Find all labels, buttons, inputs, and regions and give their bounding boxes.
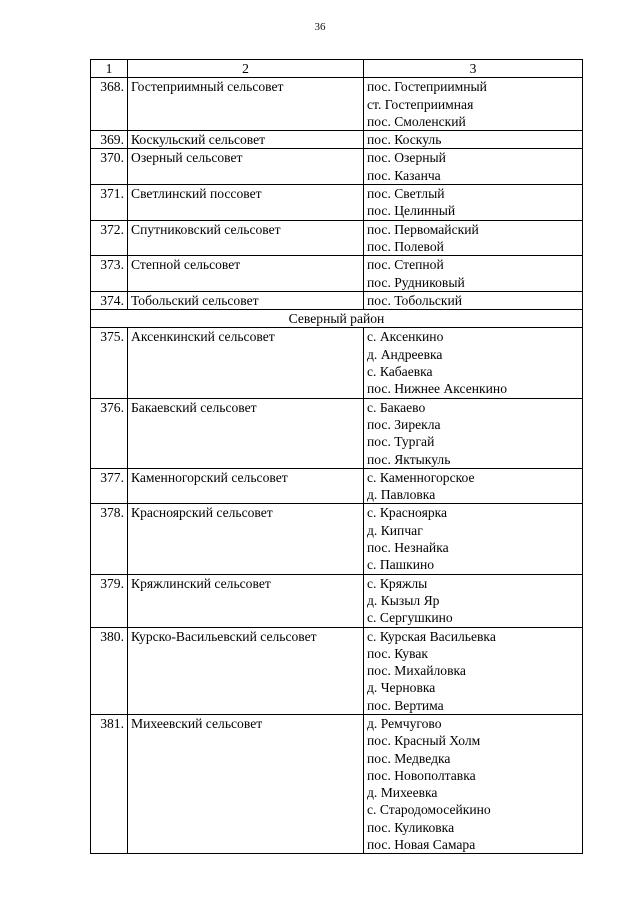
row-number: 374.: [91, 291, 128, 309]
settlements-cell: [364, 504, 583, 574]
municipality-name: Спутниковский сельсовет: [128, 220, 364, 256]
settlement-name: д. Черновка: [367, 680, 436, 696]
table-row: [91, 398, 583, 468]
settlement-name: пос. Медведка: [367, 750, 451, 766]
settlement-name: д. Ремчугово: [367, 715, 442, 731]
table-row: [91, 328, 583, 398]
table-row: [91, 504, 583, 574]
column-header-3: 3: [364, 60, 583, 78]
settlements-cell: [364, 256, 583, 292]
settlement-name: пос. Степной: [367, 257, 444, 273]
settlements-cell: [364, 78, 583, 131]
settlement-name: с. Каменногорское: [367, 469, 475, 485]
municipality-name: Кряжлинский сельсовет: [128, 574, 364, 627]
table-row: [91, 185, 583, 221]
settlements-cell: [364, 220, 583, 256]
row-number: 376.: [91, 398, 128, 468]
row-number: 379.: [91, 574, 128, 627]
table-row: [91, 131, 583, 149]
settlements-cell: [364, 185, 583, 221]
row-number: 368.: [91, 78, 128, 131]
table-row: [91, 78, 583, 131]
settlement-name: д. Павловка: [367, 487, 436, 503]
row-number: 371.: [91, 185, 128, 221]
district-heading: Северный район: [91, 310, 583, 328]
settlement-name: с. Кабаевка: [367, 364, 433, 380]
row-number: 377.: [91, 468, 128, 504]
table-body: [91, 78, 583, 854]
settlement-name: пос. Озерный: [367, 150, 446, 166]
settlement-name: пос. Полевой: [367, 238, 444, 254]
table-row: [91, 468, 583, 504]
table-header: [91, 60, 583, 78]
table-row: [91, 291, 583, 309]
column-header-2: 2: [128, 60, 364, 78]
district-heading-row: [91, 310, 583, 328]
settlement-name: пос. Казанча: [367, 167, 441, 183]
settlement-name: пос. Гостеприимный: [367, 79, 487, 95]
settlement-name: пос. Первомайский: [367, 221, 479, 237]
settlement-name: пос. Новая Самара: [367, 837, 476, 853]
row-number: 369.: [91, 131, 128, 149]
settlements-cell: [364, 627, 583, 714]
settlement-name: ст. Гостеприимная: [367, 96, 474, 112]
settlements-cell: [364, 328, 583, 398]
settlement-name: пос. Рудниковый: [367, 274, 465, 290]
row-number: 372.: [91, 220, 128, 256]
municipality-name: Коскульский сельсовет: [128, 131, 364, 149]
settlements-cell: [364, 149, 583, 185]
settlement-name: с. Стародомосейкино: [367, 802, 491, 818]
settlement-name: пос. Тургай: [367, 434, 435, 450]
settlements-cell: [364, 398, 583, 468]
settlement-name: с. Кряжлы: [367, 575, 428, 591]
municipality-name: Михеевский сельсовет: [128, 714, 364, 853]
municipality-name: Тобольский сельсовет: [128, 291, 364, 309]
municipality-name: Гостеприимный сельсовет: [128, 78, 364, 131]
settlement-name: пос. Коскуль: [367, 132, 442, 148]
municipality-name: Светлинский поссовет: [128, 185, 364, 221]
settlements-cell: [364, 714, 583, 853]
settlements-cell: [364, 131, 583, 149]
settlement-name: пос. Зирекла: [367, 416, 441, 432]
municipality-name: Каменногорский сельсовет: [128, 468, 364, 504]
municipality-name: Степной сельсовет: [128, 256, 364, 292]
settlements-table: [90, 59, 583, 854]
settlements-cell: [364, 468, 583, 504]
settlements-cell: [364, 574, 583, 627]
settlement-name: пос. Михайловка: [367, 663, 466, 679]
settlement-name: д. Михеевка: [367, 785, 438, 801]
settlement-name: пос. Куликовка: [367, 819, 455, 835]
table-row: [91, 627, 583, 714]
settlement-name: д. Андреевка: [367, 346, 443, 362]
settlement-name: пос. Светлый: [367, 186, 445, 202]
settlement-name: пос. Вертима: [367, 697, 444, 713]
settlement-name: с. Красноярка: [367, 505, 448, 521]
row-number: 380.: [91, 627, 128, 714]
column-header-1: 1: [91, 60, 128, 78]
settlement-name: пос. Смоленский: [367, 113, 466, 129]
settlement-name: пос. Нижнее Аксенкино: [367, 381, 508, 397]
settlements-cell: [364, 291, 583, 309]
row-number: 378.: [91, 504, 128, 574]
settlement-name: д. Кипчаг: [367, 522, 423, 538]
settlement-name: с. Курская Васильевка: [367, 628, 496, 644]
table-row: [91, 220, 583, 256]
table-row: [91, 149, 583, 185]
settlement-name: пос. Кувак: [367, 645, 428, 661]
table-row: [91, 714, 583, 853]
municipality-name: Бакаевский сельсовет: [128, 398, 364, 468]
page-number: 36: [314, 21, 326, 33]
municipality-name: Аксенкинский сельсовет: [128, 328, 364, 398]
settlement-name: с. Бакаево: [367, 399, 426, 415]
municipality-name: Курско-Васильевский сельсовет: [128, 627, 364, 714]
settlement-name: с. Аксенкино: [367, 329, 444, 345]
settlement-name: пос. Яктыкуль: [367, 451, 451, 467]
settlement-name: с. Сергушкино: [367, 610, 453, 626]
row-number: 381.: [91, 714, 128, 853]
settlement-name: пос. Красный Холм: [367, 733, 481, 749]
municipality-name: Озерный сельсовет: [128, 149, 364, 185]
settlement-name: пос. Целинный: [367, 203, 456, 219]
settlement-name: д. Кызыл Яр: [367, 592, 440, 608]
settlement-name: пос. Новополтавка: [367, 767, 476, 783]
row-number: 375.: [91, 328, 128, 398]
table-row: [91, 574, 583, 627]
settlement-name: пос. Тобольский: [367, 292, 463, 308]
settlement-name: с. Пашкино: [367, 557, 435, 573]
table-row: [91, 256, 583, 292]
settlement-name: пос. Незнайка: [367, 540, 449, 556]
municipality-name: Красноярский сельсовет: [128, 504, 364, 574]
row-number: 373.: [91, 256, 128, 292]
row-number: 370.: [91, 149, 128, 185]
